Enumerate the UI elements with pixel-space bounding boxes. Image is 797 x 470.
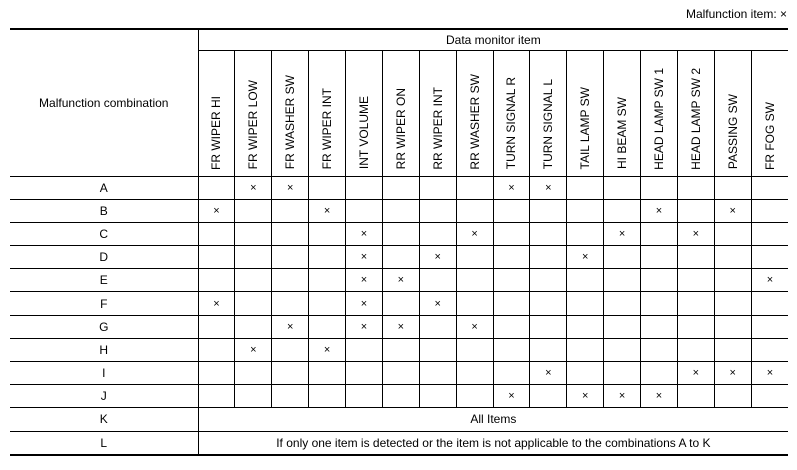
empty-cell xyxy=(309,269,346,292)
empty-cell xyxy=(604,362,641,385)
empty-cell xyxy=(419,385,456,408)
empty-cell xyxy=(272,269,309,292)
empty-cell xyxy=(198,222,235,245)
empty-cell xyxy=(272,199,309,222)
malfunction-mark: × xyxy=(714,362,751,385)
empty-cell xyxy=(419,222,456,245)
malfunction-mark: × xyxy=(309,199,346,222)
malfunction-mark: × xyxy=(198,292,235,315)
malfunction-mark: × xyxy=(530,176,567,199)
empty-cell xyxy=(235,385,272,408)
malfunction-mark: × xyxy=(641,199,678,222)
column-header-item xyxy=(604,50,641,176)
empty-cell xyxy=(419,176,456,199)
empty-cell xyxy=(419,338,456,361)
malfunction-mark: × xyxy=(382,315,419,338)
column-header-item xyxy=(346,50,383,176)
empty-cell xyxy=(714,269,751,292)
table-row xyxy=(10,292,788,315)
column-header-label: RR WASHER SW xyxy=(467,73,482,170)
empty-cell xyxy=(567,176,604,199)
column-header-label: PASSING SW xyxy=(725,94,740,170)
table-row xyxy=(10,269,788,292)
empty-cell xyxy=(346,362,383,385)
empty-cell xyxy=(346,199,383,222)
empty-cell xyxy=(272,246,309,269)
table-row xyxy=(10,246,788,269)
column-header-item xyxy=(530,50,567,176)
malfunction-mark: × xyxy=(493,176,530,199)
column-header-item xyxy=(382,50,419,176)
malfunction-mark: × xyxy=(567,385,604,408)
empty-cell xyxy=(714,246,751,269)
empty-cell xyxy=(456,385,493,408)
empty-cell xyxy=(382,199,419,222)
column-header-item xyxy=(677,50,714,176)
malfunction-mark: × xyxy=(272,176,309,199)
empty-cell xyxy=(641,292,678,315)
empty-cell xyxy=(309,292,346,315)
column-header-item xyxy=(235,50,272,176)
empty-cell xyxy=(604,246,641,269)
combination-label: A xyxy=(10,176,198,199)
empty-cell xyxy=(419,315,456,338)
empty-cell xyxy=(567,292,604,315)
malfunction-mark: × xyxy=(346,222,383,245)
empty-cell xyxy=(641,269,678,292)
malfunction-mark: × xyxy=(751,269,788,292)
empty-cell xyxy=(198,315,235,338)
empty-cell xyxy=(382,292,419,315)
empty-cell xyxy=(530,315,567,338)
table-row xyxy=(10,385,788,408)
combination-note: If only one item is detected or the item is not applicable to the combinations A to K xyxy=(198,431,788,455)
malfunction-mark: × xyxy=(751,362,788,385)
empty-cell xyxy=(235,199,272,222)
column-header-label: FR WIPER HI xyxy=(209,95,224,170)
empty-cell xyxy=(309,246,346,269)
column-header-item xyxy=(493,50,530,176)
empty-cell xyxy=(198,246,235,269)
empty-cell xyxy=(309,222,346,245)
column-header-label: TURN SIGNAL L xyxy=(541,79,556,170)
table-row xyxy=(10,222,788,245)
empty-cell xyxy=(714,176,751,199)
combination-label: I xyxy=(10,362,198,385)
empty-cell xyxy=(567,269,604,292)
table-row xyxy=(10,176,788,199)
empty-cell xyxy=(677,385,714,408)
empty-cell xyxy=(641,362,678,385)
empty-cell xyxy=(677,199,714,222)
column-header-label: FR WIPER INT xyxy=(320,88,335,170)
empty-cell xyxy=(456,338,493,361)
column-header-label: HEAD LAMP SW 2 xyxy=(688,67,703,170)
malfunction-mark: × xyxy=(567,246,604,269)
column-header-label: TAIL LAMP SW xyxy=(578,87,593,170)
combination-label: G xyxy=(10,315,198,338)
combination-note: All Items xyxy=(198,408,788,431)
column-header-label: RR WIPER ON xyxy=(393,88,408,170)
empty-cell xyxy=(198,362,235,385)
empty-cell xyxy=(309,362,346,385)
table-row xyxy=(10,199,788,222)
empty-cell xyxy=(604,176,641,199)
empty-cell xyxy=(751,315,788,338)
empty-cell xyxy=(530,199,567,222)
malfunction-mark: × xyxy=(272,315,309,338)
empty-cell xyxy=(419,199,456,222)
malfunction-mark: × xyxy=(456,222,493,245)
column-header-label: HEAD LAMP SW 1 xyxy=(651,67,666,170)
malfunction-mark: × xyxy=(346,269,383,292)
empty-cell xyxy=(641,176,678,199)
data-monitor-item-header: Data monitor item xyxy=(198,29,788,50)
empty-cell xyxy=(751,176,788,199)
table-row xyxy=(10,338,788,361)
empty-cell xyxy=(567,222,604,245)
column-header-item xyxy=(198,50,235,176)
empty-cell xyxy=(530,385,567,408)
empty-cell xyxy=(493,362,530,385)
empty-cell xyxy=(456,176,493,199)
empty-cell xyxy=(198,176,235,199)
column-header-label: FR WIPER LOW xyxy=(246,80,261,170)
empty-cell xyxy=(346,385,383,408)
empty-cell xyxy=(198,269,235,292)
malfunction-mark: × xyxy=(198,199,235,222)
empty-cell xyxy=(235,246,272,269)
column-header-item xyxy=(419,50,456,176)
column-header-item xyxy=(456,50,493,176)
empty-cell xyxy=(530,246,567,269)
empty-cell xyxy=(493,338,530,361)
malfunction-mark: × xyxy=(456,315,493,338)
table-row xyxy=(10,362,788,385)
malfunction-mark: × xyxy=(309,338,346,361)
column-header-label: INT VOLUME xyxy=(356,96,371,170)
empty-cell xyxy=(641,338,678,361)
column-header-item xyxy=(751,50,788,176)
column-header-label: FR WASHER SW xyxy=(283,75,298,170)
column-header-item xyxy=(309,50,346,176)
empty-cell xyxy=(235,362,272,385)
empty-cell xyxy=(272,338,309,361)
combination-label: H xyxy=(10,338,198,361)
empty-cell xyxy=(235,269,272,292)
empty-cell xyxy=(309,176,346,199)
malfunction-mark: × xyxy=(235,176,272,199)
column-header-item xyxy=(272,50,309,176)
empty-cell xyxy=(751,292,788,315)
empty-cell xyxy=(751,385,788,408)
empty-cell xyxy=(751,338,788,361)
malfunction-mark: × xyxy=(604,222,641,245)
empty-cell xyxy=(751,246,788,269)
column-header-label: FR FOG SW xyxy=(762,101,777,170)
empty-cell xyxy=(714,385,751,408)
empty-cell xyxy=(604,199,641,222)
malfunction-mark: × xyxy=(346,246,383,269)
column-header-item xyxy=(641,50,678,176)
column-header-item xyxy=(567,50,604,176)
combination-label: B xyxy=(10,199,198,222)
table-body xyxy=(10,176,788,455)
column-header-label: RR WIPER INT xyxy=(430,86,445,170)
empty-cell xyxy=(382,338,419,361)
empty-cell xyxy=(641,315,678,338)
malfunction-mark: × xyxy=(530,362,567,385)
combination-label: L xyxy=(10,431,198,455)
malfunction-mark: × xyxy=(493,385,530,408)
malfunction-mark: × xyxy=(641,385,678,408)
empty-cell xyxy=(714,338,751,361)
malfunction-mark: × xyxy=(235,338,272,361)
header-row-group xyxy=(10,29,788,50)
empty-cell xyxy=(456,199,493,222)
empty-cell xyxy=(382,362,419,385)
empty-cell xyxy=(567,315,604,338)
empty-cell xyxy=(677,246,714,269)
empty-cell xyxy=(456,292,493,315)
empty-cell xyxy=(235,292,272,315)
empty-cell xyxy=(382,385,419,408)
empty-cell xyxy=(272,222,309,245)
empty-cell xyxy=(567,338,604,361)
malfunction-mark: × xyxy=(714,199,751,222)
empty-cell xyxy=(272,362,309,385)
empty-cell xyxy=(641,222,678,245)
empty-cell xyxy=(751,199,788,222)
empty-cell xyxy=(567,199,604,222)
empty-cell xyxy=(198,385,235,408)
empty-cell xyxy=(604,269,641,292)
empty-cell xyxy=(530,222,567,245)
empty-cell xyxy=(382,176,419,199)
empty-cell xyxy=(456,246,493,269)
malfunction-mark: × xyxy=(604,385,641,408)
empty-cell xyxy=(677,315,714,338)
empty-cell xyxy=(714,292,751,315)
combination-label: K xyxy=(10,408,198,431)
empty-cell xyxy=(677,269,714,292)
empty-cell xyxy=(456,362,493,385)
malfunction-mark: × xyxy=(346,315,383,338)
empty-cell xyxy=(677,338,714,361)
combination-label: D xyxy=(10,246,198,269)
column-header-label: TURN SIGNAL R xyxy=(504,77,519,170)
table-row xyxy=(10,431,788,455)
empty-cell xyxy=(346,338,383,361)
empty-cell xyxy=(493,222,530,245)
empty-cell xyxy=(530,338,567,361)
empty-cell xyxy=(235,222,272,245)
column-header-item xyxy=(714,50,751,176)
empty-cell xyxy=(309,385,346,408)
empty-cell xyxy=(198,338,235,361)
empty-cell xyxy=(677,176,714,199)
empty-cell xyxy=(677,292,714,315)
column-header-label: HI BEAM SW xyxy=(615,97,630,170)
combination-header: Malfunction combination xyxy=(10,29,198,176)
malfunction-mark: × xyxy=(677,362,714,385)
empty-cell xyxy=(419,362,456,385)
empty-cell xyxy=(493,315,530,338)
malfunction-mark: × xyxy=(346,292,383,315)
table-row xyxy=(10,408,788,431)
empty-cell xyxy=(419,269,456,292)
malfunction-mark: × xyxy=(419,246,456,269)
empty-cell xyxy=(714,315,751,338)
combination-label: J xyxy=(10,385,198,408)
combination-label: F xyxy=(10,292,198,315)
empty-cell xyxy=(235,315,272,338)
table-row xyxy=(10,315,788,338)
malfunction-combination-table xyxy=(10,28,788,456)
empty-cell xyxy=(382,222,419,245)
malfunction-mark: × xyxy=(382,269,419,292)
empty-cell xyxy=(309,315,346,338)
empty-cell xyxy=(604,338,641,361)
empty-cell xyxy=(604,292,641,315)
empty-cell xyxy=(493,292,530,315)
empty-cell xyxy=(346,176,383,199)
malfunction-mark: × xyxy=(677,222,714,245)
combination-label: C xyxy=(10,222,198,245)
empty-cell xyxy=(567,362,604,385)
empty-cell xyxy=(456,269,493,292)
malfunction-mark: × xyxy=(419,292,456,315)
empty-cell xyxy=(493,246,530,269)
empty-cell xyxy=(530,292,567,315)
empty-cell xyxy=(493,199,530,222)
legend-text: Malfunction item: × xyxy=(685,7,787,21)
empty-cell xyxy=(714,222,751,245)
empty-cell xyxy=(382,246,419,269)
empty-cell xyxy=(641,246,678,269)
empty-cell xyxy=(751,222,788,245)
combination-label: E xyxy=(10,269,198,292)
empty-cell xyxy=(493,269,530,292)
empty-cell xyxy=(272,385,309,408)
empty-cell xyxy=(272,292,309,315)
empty-cell xyxy=(604,315,641,338)
empty-cell xyxy=(530,269,567,292)
